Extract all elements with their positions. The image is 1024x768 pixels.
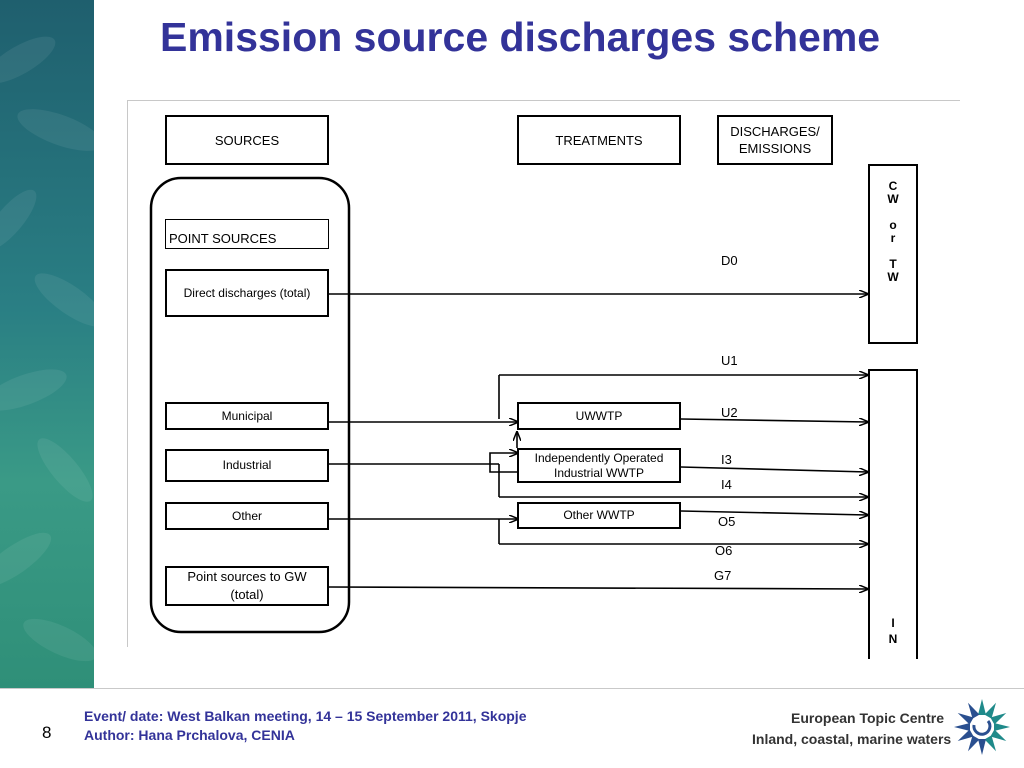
event-date: Event/ date: West Balkan meeting, 14 – 15 September 2011, Skopje [84,708,527,724]
flow-label-u1: U1 [721,353,738,368]
page-title: Emission source discharges scheme [160,14,881,60]
flow-label-i4: I4 [721,477,732,492]
emission-scheme-diagram [127,100,960,647]
receiver-cw-or-tw: C W o r T W [868,164,918,344]
flow-label-o6: O6 [715,543,733,558]
source-industrial: Industrial [165,449,329,482]
arrow-o5 [681,511,868,515]
source-municipal: Municipal [165,402,329,430]
flow-label-o5: O5 [718,514,736,529]
treatment-uwwtp: UWWTP [517,402,681,430]
line-industrial-wwtp-lower [490,464,518,472]
point-sources-label: POINT SOURCES [165,219,329,249]
flow-label-g7: G7 [714,568,732,583]
page-number: 8 [42,723,52,742]
arrow-u2 [681,419,868,422]
decorative-sidebar [0,0,94,688]
treatment-industrial-wwtp: Independently Operated Industrial WWTP [517,448,681,483]
organization-name: European Topic Centre Inland, coastal, marine waters [752,710,952,747]
source-point-sources-to-gw: Point sources to GW (total) [165,566,329,606]
flow-label-u2: U2 [721,405,738,420]
source-direct-discharges: Direct discharges (total) [165,269,329,317]
leaf-pattern-icon [0,0,94,688]
event-info [84,707,526,745]
etc-sunburst-logo-icon [950,697,1014,757]
header-discharges: DISCHARGES/ EMISSIONS [717,115,833,165]
treatment-other-wwtp: Other WWTP [517,502,681,529]
receiver-in: I N [868,369,918,659]
arrow-industrial-wwtp [490,453,518,464]
arrow-i3 [681,467,868,472]
header-treatments: TREATMENTS [517,115,681,165]
header-sources: SOURCES [165,115,329,165]
arrow-g7 [328,587,868,589]
source-other: Other [165,502,329,530]
flow-label-i3: I3 [721,452,732,467]
flow-label-d0: D0 [721,253,738,268]
author: Author: Hana Prchalova, CENIA [84,727,295,743]
